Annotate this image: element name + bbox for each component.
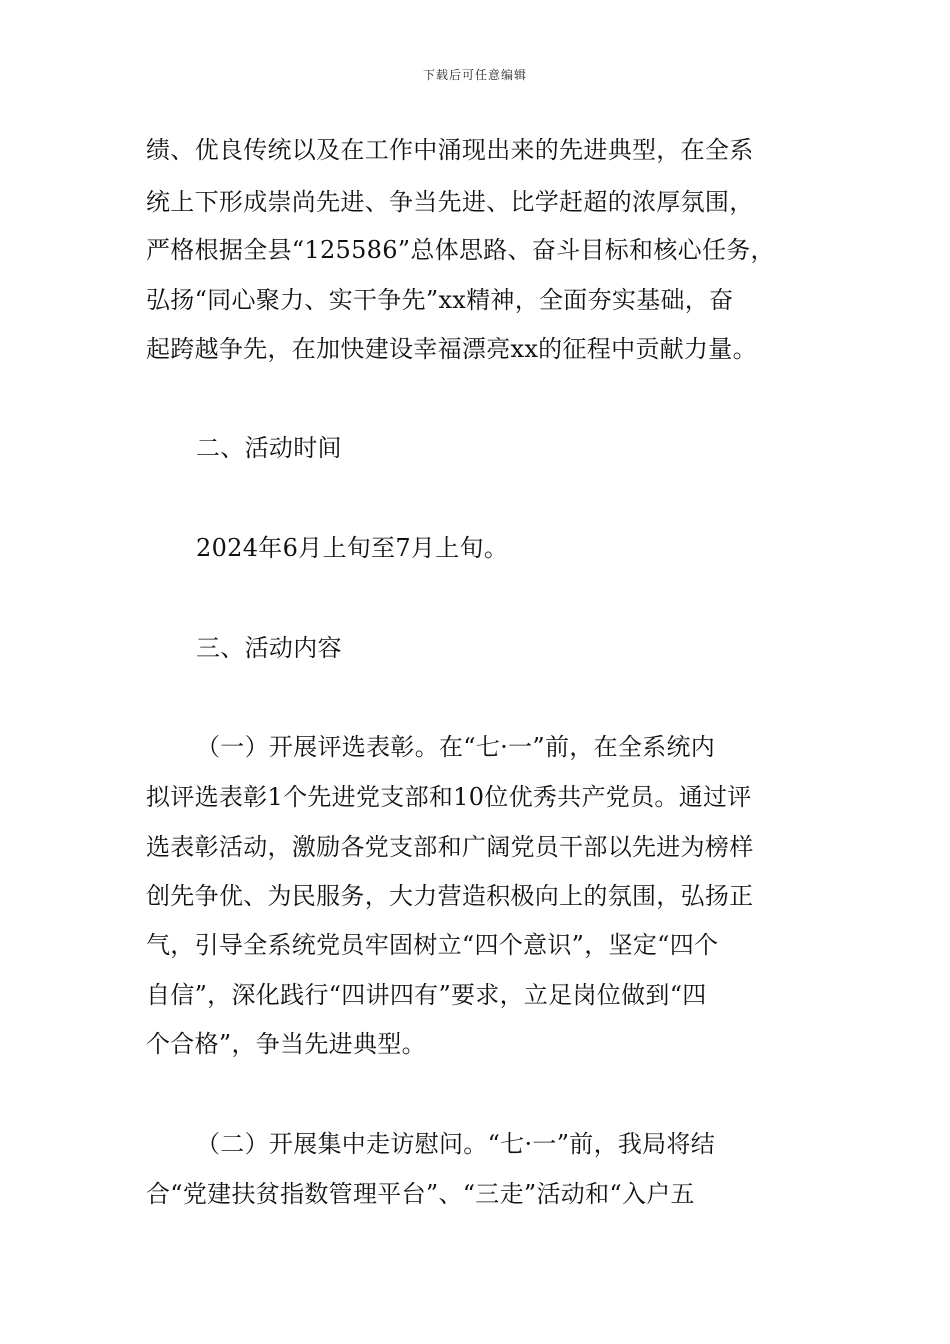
paragraph-line: 起跨越争先，在加快建设幸福漂亮xx的征程中贡献力量。	[146, 335, 757, 363]
section-heading-content: 三、活动内容	[196, 634, 342, 662]
item-one-line: 个合格”，争当先进典型。	[146, 1030, 426, 1058]
item-one-line: 气，引导全系统党员牢固树立“四个意识”，坚定“四个	[146, 931, 719, 959]
header-note: 下载后可任意编辑	[422, 68, 527, 82]
item-one-line: 自信”，深化践行“四讲四有”要求，立足岗位做到“四	[146, 981, 707, 1009]
item-two-line: （二）开展集中走访慰问。“七·一”前，我局将结	[196, 1130, 716, 1158]
item-one-line: 创先争优、为民服务，大力营造积极向上的氛围，弘扬正	[146, 882, 754, 910]
item-one-line: 选表彰活动，激励各党支部和广阔党员干部以先进为榜样	[146, 833, 754, 861]
paragraph-line: 绩、优良传统以及在工作中涌现出来的先进典型，在全系	[146, 136, 754, 164]
paragraph-line: 严格根据全县“125586”总体思路、奋斗目标和核心任务，	[146, 236, 775, 264]
item-one-line: （一）开展评选表彰。在“七·一”前，在全系统内	[196, 733, 716, 761]
item-two-line: 合“党建扶贫指数管理平台”、“三走”活动和“入户五	[146, 1180, 695, 1208]
paragraph-line: 弘扬“同心聚力、实干争先”xx精神，全面夯实基础，奋	[146, 286, 734, 314]
paragraph-line: 统上下形成崇尚先进、争当先进、比学赶超的浓厚氛围，	[146, 188, 754, 216]
activity-time-text: 2024年6月上旬至7月上旬。	[196, 534, 509, 562]
section-heading-time: 二、活动时间	[196, 434, 342, 462]
item-one-line: 拟评选表彰1个先进党支部和10位优秀共产党员。通过评	[146, 783, 752, 811]
